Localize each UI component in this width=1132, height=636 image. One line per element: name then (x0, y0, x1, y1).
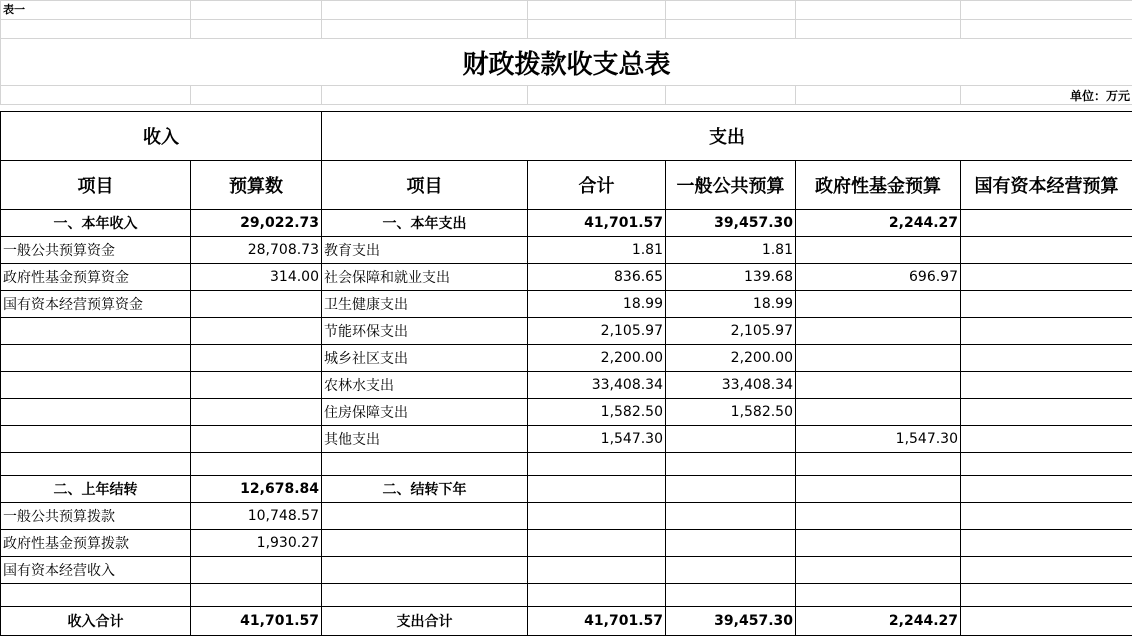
expense-item: 其他支出 (322, 426, 528, 453)
expense-item (322, 503, 528, 530)
expense-state-capital (961, 345, 1132, 372)
empty-cell (796, 557, 961, 584)
empty-cell (666, 453, 796, 476)
income-value (191, 345, 322, 372)
table-row (1, 426, 1132, 453)
income-value (191, 291, 322, 318)
empty-cell (528, 453, 666, 476)
expense-item: 社会保障和就业支出 (322, 264, 528, 291)
empty-cell (666, 584, 796, 607)
expense-general: 33,408.34 (666, 372, 796, 399)
table-row (1, 318, 1132, 345)
expense-general: 39,457.30 (666, 210, 796, 237)
expense-gov-fund (796, 237, 961, 264)
empty-cell (528, 530, 666, 557)
expense-total-gov-fund: 2,244.27 (796, 607, 961, 636)
expense-state-capital (961, 291, 1132, 318)
income-total-value: 41,701.57 (191, 607, 322, 636)
expense-general: 2,200.00 (666, 345, 796, 372)
income-item (1, 426, 191, 453)
expense-item: 教育支出 (322, 237, 528, 264)
income-value: 314.00 (191, 264, 322, 291)
empty-cell (796, 530, 961, 557)
expense-general (666, 426, 796, 453)
expense-total: 41,701.57 (528, 210, 666, 237)
empty-cell (666, 530, 796, 557)
col-header-gov-fund: 政府性基金预算 (796, 161, 961, 210)
empty-cell (961, 503, 1132, 530)
expense-state-capital (961, 318, 1132, 345)
income-header: 收入 (1, 112, 322, 161)
income-item: 国有资本经营收入 (1, 557, 191, 584)
income-value: 29,022.73 (191, 210, 322, 237)
empty-cell (796, 584, 961, 607)
empty-cell (666, 557, 796, 584)
expense-total: 836.65 (528, 264, 666, 291)
expense-total-general: 39,457.30 (666, 607, 796, 636)
expense-gov-fund (796, 345, 961, 372)
empty-cell (322, 453, 528, 476)
income-item: 国有资本经营预算资金 (1, 291, 191, 318)
expense-header: 支出 (322, 112, 1132, 161)
table-row (1, 476, 1132, 503)
expense-total-state-capital (961, 607, 1132, 636)
expense-gov-fund (796, 318, 961, 345)
table-row (1, 584, 1132, 607)
expense-gov-fund: 1,547.30 (796, 426, 961, 453)
income-item: 一、本年收入 (1, 210, 191, 237)
expense-general: 139.68 (666, 264, 796, 291)
expense-total: 2,105.97 (528, 318, 666, 345)
income-item: 政府性基金预算拨款 (1, 530, 191, 557)
income-value: 10,748.57 (191, 503, 322, 530)
empty-cell (528, 557, 666, 584)
table-row (1, 399, 1132, 426)
expense-state-capital (961, 264, 1132, 291)
expense-state-capital (961, 372, 1132, 399)
empty-cell (528, 584, 666, 607)
empty-cell (528, 503, 666, 530)
empty-cell (961, 476, 1132, 503)
expense-total: 1.81 (528, 237, 666, 264)
table-row (1, 345, 1132, 372)
empty-cell (961, 584, 1132, 607)
table-row (1, 264, 1132, 291)
income-total-label: 收入合计 (1, 607, 191, 636)
expense-general: 2,105.97 (666, 318, 796, 345)
empty-cell (666, 503, 796, 530)
income-item (1, 345, 191, 372)
expense-general: 1.81 (666, 237, 796, 264)
expense-state-capital (961, 237, 1132, 264)
expense-total: 33,408.34 (528, 372, 666, 399)
expense-gov-fund (796, 291, 961, 318)
col-header-general: 一般公共预算 (666, 161, 796, 210)
empty-cell (191, 453, 322, 476)
totals-row (1, 607, 1132, 636)
expense-general: 18.99 (666, 291, 796, 318)
expense-gov-fund (796, 372, 961, 399)
empty-cell (322, 584, 528, 607)
expense-gov-fund: 696.97 (796, 264, 961, 291)
income-value: 1,930.27 (191, 530, 322, 557)
expense-state-capital (961, 399, 1132, 426)
empty-cell (796, 453, 961, 476)
income-value (191, 318, 322, 345)
table-note: 表一 (1, 1, 191, 20)
col-header-budget: 预算数 (191, 161, 322, 210)
income-item (1, 399, 191, 426)
table-row (1, 237, 1132, 264)
expense-item: 节能环保支出 (322, 318, 528, 345)
expense-item (322, 530, 528, 557)
col-header-total: 合计 (528, 161, 666, 210)
table-row (1, 503, 1132, 530)
income-value (191, 426, 322, 453)
empty-cell (796, 503, 961, 530)
expense-total: 18.99 (528, 291, 666, 318)
empty-cell (961, 557, 1132, 584)
col-header-item: 项目 (1, 161, 191, 210)
income-item: 一般公共预算拨款 (1, 503, 191, 530)
expense-item: 二、结转下年 (322, 476, 528, 503)
income-item: 政府性基金预算资金 (1, 264, 191, 291)
empty-cell (666, 476, 796, 503)
income-item: 一般公共预算资金 (1, 237, 191, 264)
empty-cell (191, 584, 322, 607)
expense-item (322, 557, 528, 584)
expense-state-capital (961, 426, 1132, 453)
table-row (1, 291, 1132, 318)
col-header-item2: 项目 (322, 161, 528, 210)
expense-item: 住房保障支出 (322, 399, 528, 426)
income-item: 二、上年结转 (1, 476, 191, 503)
expense-total: 1,547.30 (528, 426, 666, 453)
table-row (1, 453, 1132, 476)
empty-cell (1, 453, 191, 476)
empty-cell (796, 476, 961, 503)
income-value (191, 399, 322, 426)
data-table (1, 112, 1132, 636)
expense-gov-fund: 2,244.27 (796, 210, 961, 237)
expense-total-sum: 41,701.57 (528, 607, 666, 636)
expense-total: 2,200.00 (528, 345, 666, 372)
income-value (191, 557, 322, 584)
expense-item: 卫生健康支出 (322, 291, 528, 318)
unit-label: 单位：万元 (961, 86, 1132, 105)
expense-item: 农林水支出 (322, 372, 528, 399)
expense-item: 一、本年支出 (322, 210, 528, 237)
col-header-state-capital: 国有资本经营预算 (961, 161, 1132, 210)
expense-total: 1,582.50 (528, 399, 666, 426)
empty-cell (528, 476, 666, 503)
empty-cell (961, 530, 1132, 557)
income-item (1, 318, 191, 345)
table-row (1, 372, 1132, 399)
table-row (1, 210, 1132, 237)
expense-gov-fund (796, 399, 961, 426)
income-value: 28,708.73 (191, 237, 322, 264)
empty-cell (1, 584, 191, 607)
income-value: 12,678.84 (191, 476, 322, 503)
empty-cell (961, 453, 1132, 476)
income-value (191, 372, 322, 399)
page-title: 财政拨款收支总表 (1, 39, 1132, 86)
expense-state-capital (961, 210, 1132, 237)
expense-item: 城乡社区支出 (322, 345, 528, 372)
table-row (1, 530, 1132, 557)
income-item (1, 372, 191, 399)
expense-general: 1,582.50 (666, 399, 796, 426)
table-row (1, 557, 1132, 584)
expense-total-label: 支出合计 (322, 607, 528, 636)
